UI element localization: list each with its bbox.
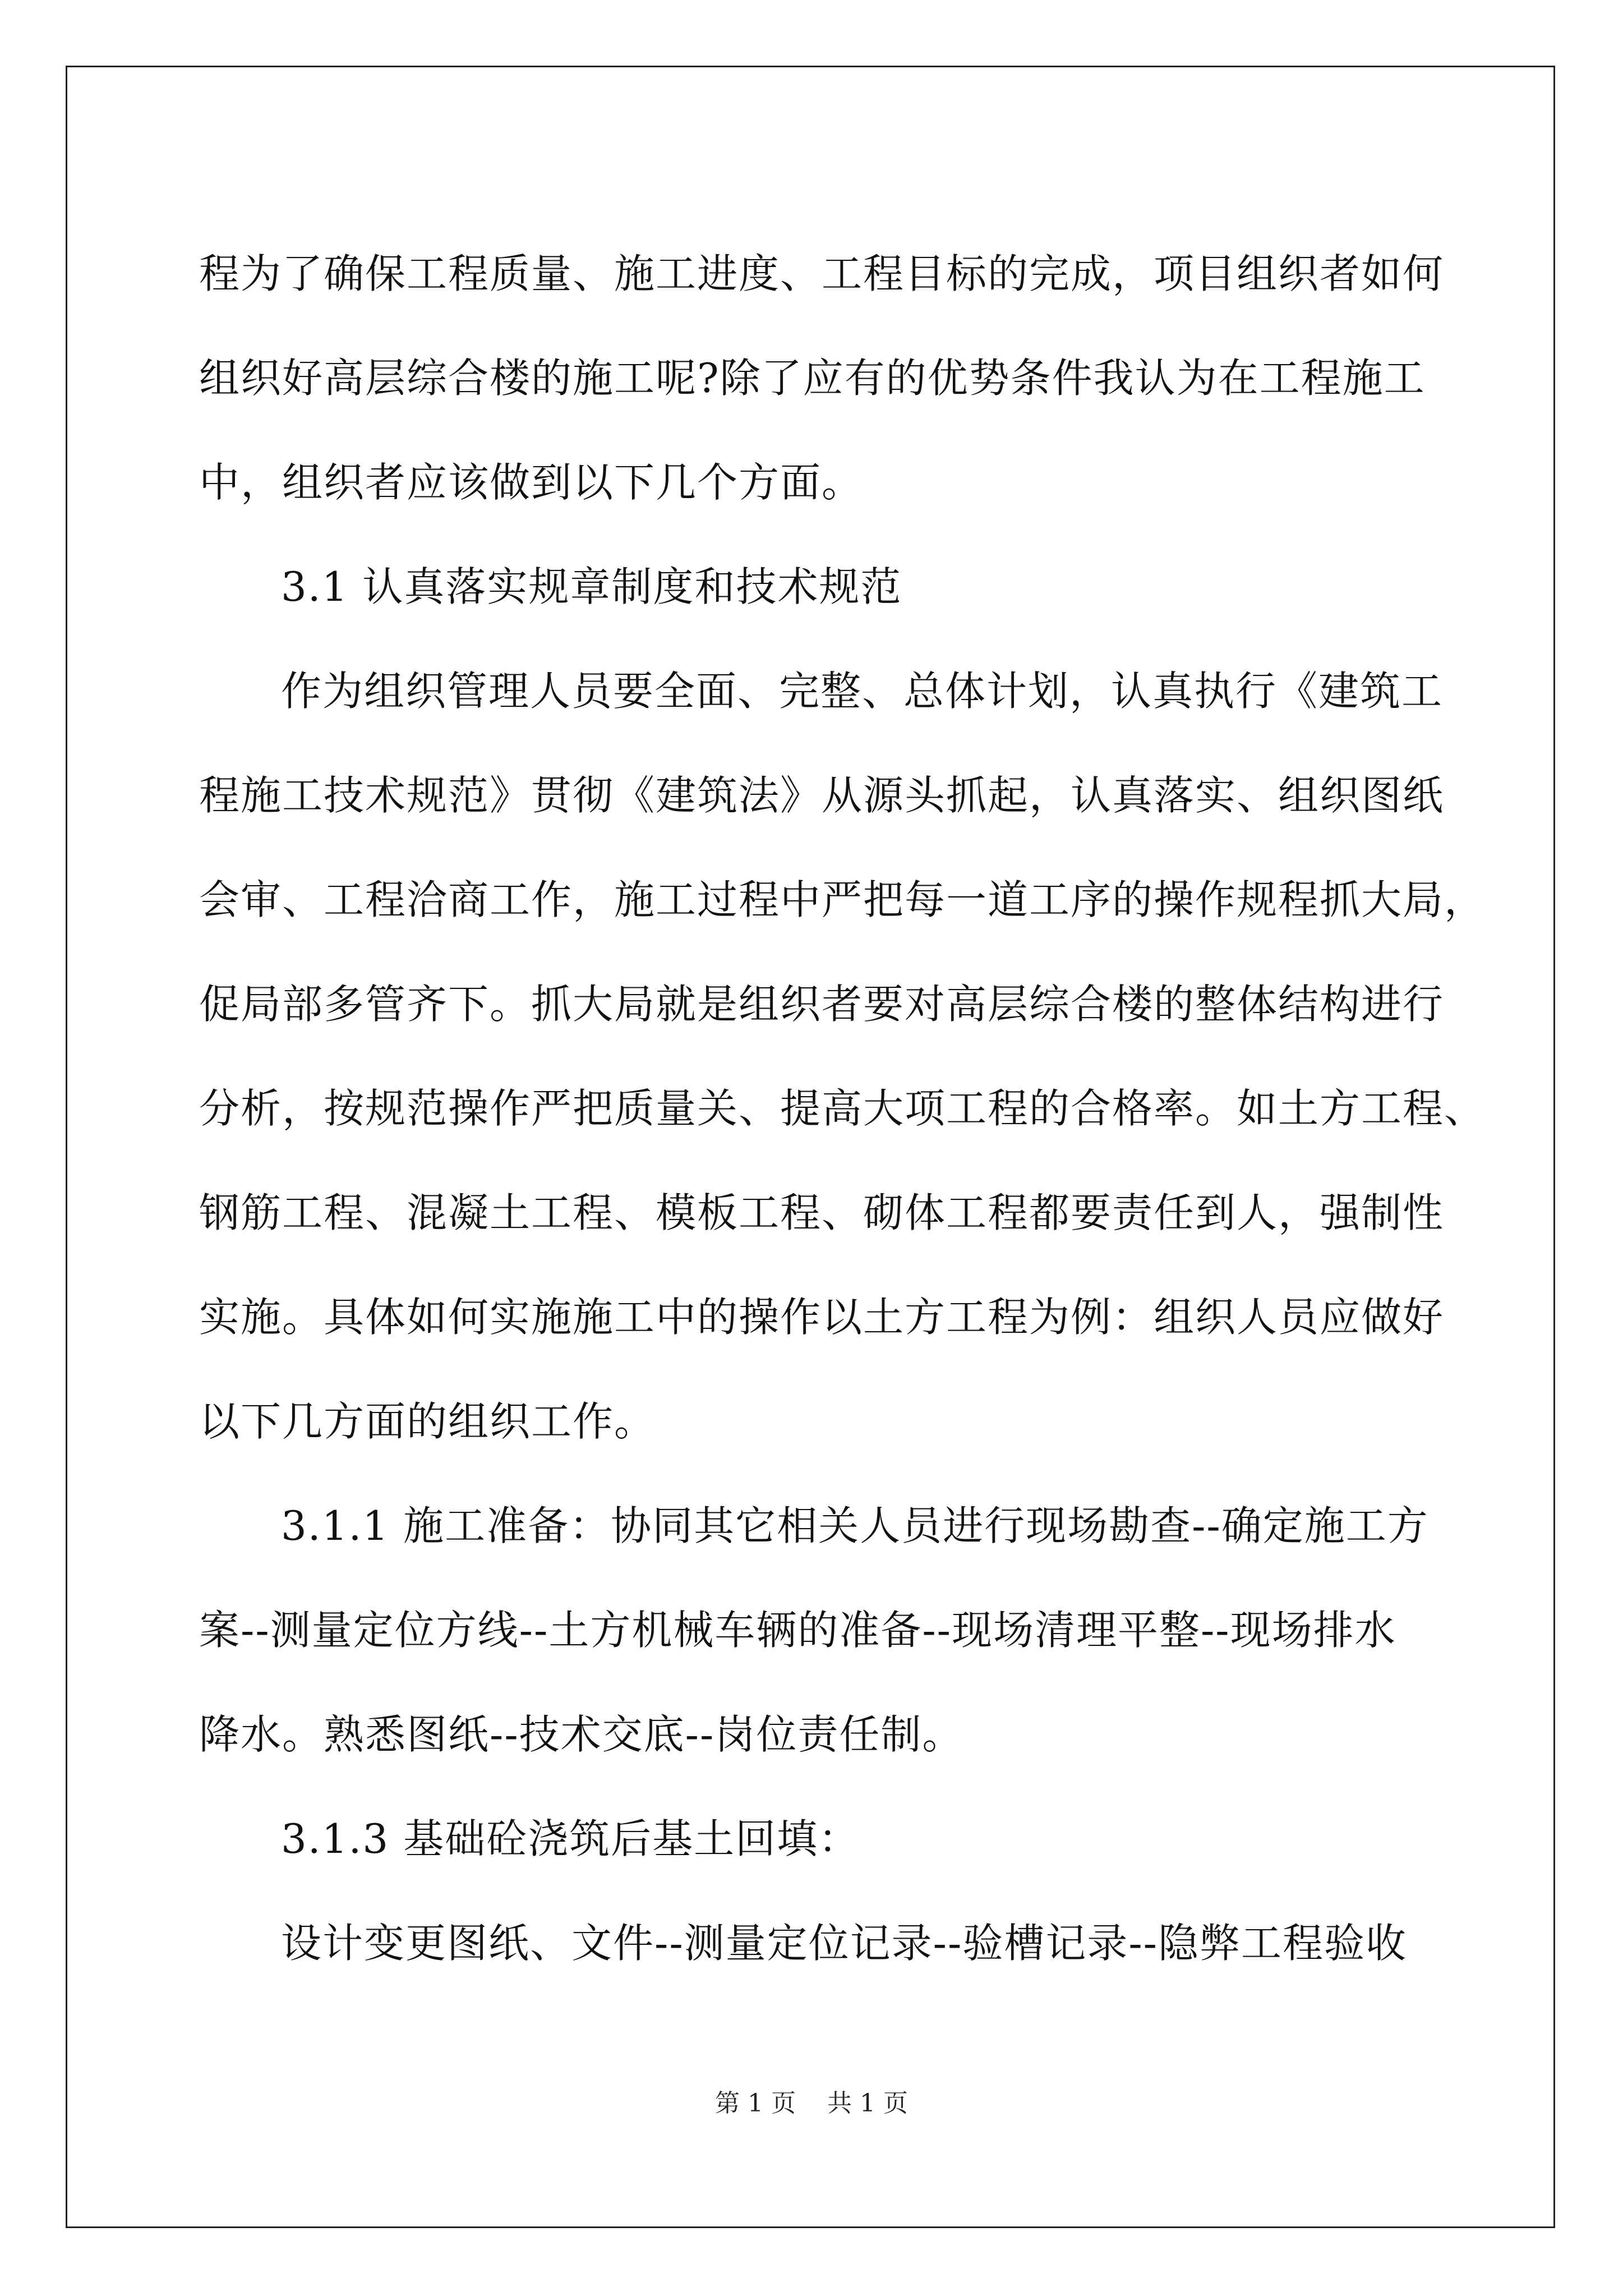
text-line: 案--测量定位方线--土方机械车辆的准备--现场清理平整--现场排水 (199, 1607, 1396, 1654)
text-line: 程为了确保工程质量、施工进度、工程目标的完成，项目组织者如何 (199, 250, 1445, 297)
text-line: 中，组织者应该做到以下几个方面。 (199, 459, 864, 506)
text-line: 会审、工程洽商工作，施工过程中严把每一道工序的操作规程抓大局， (199, 876, 1486, 923)
text-line: 以下几方面的组织工作。 (199, 1398, 656, 1445)
subsection-heading: 3.1.3 基础砼浇筑后基土回填： (281, 1815, 860, 1862)
text-line: 促局部多管齐下。抓大局就是组织者要对高层综合楼的整体结构进行 (199, 981, 1445, 1028)
section-heading: 3.1 认真落实规章制度和技术规范 (281, 563, 902, 610)
text-line: 作为组织管理人员要全面、完整、总体计划，认真执行《建筑工 (281, 668, 1444, 715)
text-line: 3.1.1 施工准备：协同其它相关人员进行现场勘查--确定施工方 (281, 1502, 1429, 1549)
text-line: 设计变更图纸、文件--测量定位记录--验槽记录--隐弊工程验收 (281, 1920, 1407, 1967)
text-line: 实施。具体如何实施施工中的操作以土方工程为例：组织人员应做好 (199, 1294, 1445, 1341)
text-line: 降水。熟悉图纸--技术交底--岗位责任制。 (199, 1711, 964, 1758)
page-footer (0, 2087, 1623, 2120)
document-body (199, 222, 1486, 1995)
text-line: 钢筋工程、混凝土工程、模板工程、砌体工程都要责任到人，强制性 (199, 1189, 1445, 1236)
page-number: 第 1 页 共 1 页 (715, 2089, 908, 2118)
text-line: 分析，按规范操作严把质量关、提高大项工程的合格率。如土方工程、 (199, 1085, 1486, 1132)
text-line: 组织好高层综合楼的施工呢?除了应有的优势条件我认为在工程施工 (199, 355, 1426, 402)
text-line: 程施工技术规范》贯彻《建筑法》从源头抓起，认真落实、组织图纸 (199, 772, 1445, 819)
